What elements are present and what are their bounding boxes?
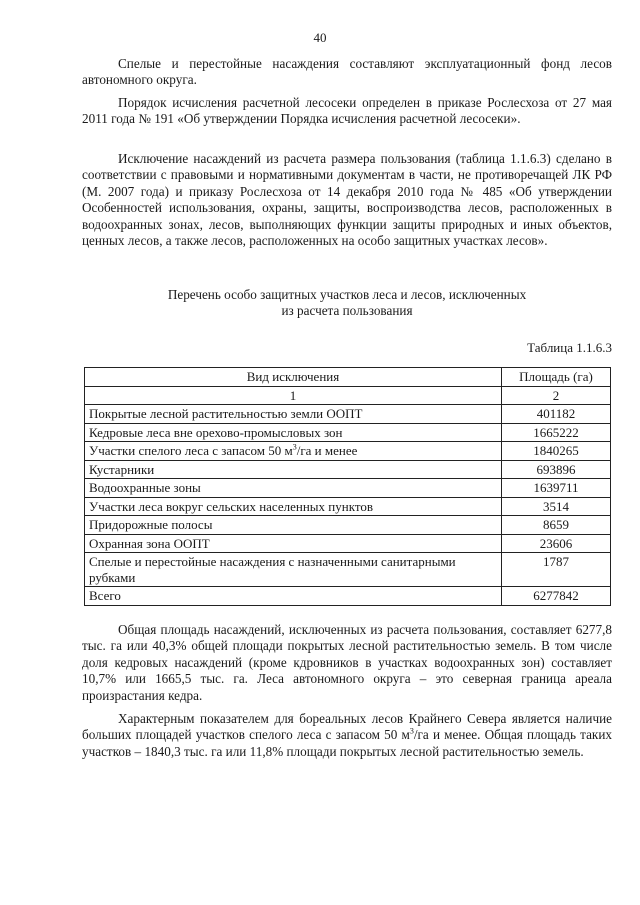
table-column-numbers-row [85, 386, 611, 405]
paragraph-4 [82, 622, 612, 704]
paragraph-4-text: Общая площадь насаждений, исключенных из расчета пользования, составляет 6277,8 тыс. га или 40,3% общей площади покрытых лесной растительностью земель. В том числе доля кедровых насаждений (кроме кдровников в участках водоохранных зон) составляет 10,7% или 1665,5 тыс. га. Леса автономного округа – это северная граница ареала произрастания кедра. [82, 622, 612, 703]
row-area: 1639711 [502, 479, 611, 498]
row-area: 3514 [502, 497, 611, 516]
table-row [85, 534, 611, 553]
table-caption-line-1: Перечень особо защитных участков леса и лесов, исключенных [167, 287, 527, 302]
row-name: Придорожные полосы [85, 516, 502, 535]
paragraph-2-text: Порядок исчисления расчетной лесосеки определен в приказе Рослесхоза от 27 мая 2011 года № 191 «Об утверждении Порядка исчисления расчетной лесосеки». [82, 95, 612, 127]
row-name: Охранная зона ООПТ [85, 534, 502, 553]
column-number-2: 2 [502, 386, 611, 405]
row-area: 1665222 [502, 423, 611, 442]
row-area: 1840265 [502, 442, 611, 461]
paragraph-5-text-part: /га и менее. Общая площадь таких участков – 1840,3 тыс. га или 11,8% площади покрытых лесной растительностью земель. [82, 727, 612, 759]
paragraph-5-text-part: Характерным показателем для бореальных лесов Крайнего Севера является наличие больших площадей участков спелого леса с запасом 50 м [82, 711, 612, 743]
table-row [85, 516, 611, 535]
total-label: Всего [85, 587, 502, 606]
row-name-part: Участки спелого леса с запасом 50 м [89, 443, 293, 458]
row-area: 693896 [502, 460, 611, 479]
row-name: Участки леса вокруг сельских населенных пунктов [85, 497, 502, 516]
table-caption-line-2: из расчета пользования [281, 303, 413, 318]
row-area: 401182 [502, 405, 611, 424]
paragraph-5 [82, 711, 612, 760]
superscript-3: 3 [409, 727, 414, 737]
table-row [85, 497, 611, 516]
table-row [85, 405, 611, 424]
superscript-3: 3 [292, 442, 297, 452]
paragraph-2 [82, 95, 612, 128]
row-name: Спелые и перестойные насаждения с назначенными санитарными рубками [85, 553, 502, 587]
table-total-row [85, 587, 611, 606]
paragraph-3-text: Исключение насаждений из расчета размера пользования (таблица 1.1.6.3) сделано в соответствии с правовыми и нормативными документам в части, не противоречащей ЛК РФ (М. 2007 года) и приказу Рослесхоза от 14 декабря 2010 года № 485 «Об утверждении Особенностей использования, охраны, защиты, воспроизводства лесов, расположенных в водоохранных зонах, лесов, выполняющих функции защиты природных и иных объектов, ценных лесов, а также лесов, расположенных на особо защитных участках лесов». [82, 151, 612, 249]
row-name: Водоохранные зоны [85, 479, 502, 498]
paragraph-1-text: Спелые и перестойные насаждения составляют эксплуатационный фонд лесов автономного округа. [82, 56, 612, 88]
page-number: 40 [313, 30, 327, 45]
table-header-row [85, 368, 611, 387]
row-area: 1787 [502, 553, 611, 587]
paragraph-1 [82, 56, 612, 89]
row-name [85, 442, 502, 461]
paragraph-3 [82, 151, 612, 249]
table-row [85, 553, 611, 587]
table-row [85, 442, 611, 461]
table-label: Таблица 1.1.6.3 [527, 340, 612, 355]
table-row [85, 479, 611, 498]
table-row [85, 423, 611, 442]
header-exclusion-type: Вид исключения [85, 368, 502, 387]
total-area: 6277842 [502, 587, 611, 606]
row-name: Кустарники [85, 460, 502, 479]
header-area: Площадь (га) [502, 368, 611, 387]
column-number-1: 1 [85, 386, 502, 405]
row-area: 23606 [502, 534, 611, 553]
exclusions-table [84, 367, 611, 606]
row-name-part: /га и менее [296, 443, 358, 458]
row-name: Покрытые лесной растительностью земли ООПТ [85, 405, 502, 424]
row-name: Кедровые леса вне орехово-промысловых зон [85, 423, 502, 442]
table-row [85, 460, 611, 479]
row-area: 8659 [502, 516, 611, 535]
